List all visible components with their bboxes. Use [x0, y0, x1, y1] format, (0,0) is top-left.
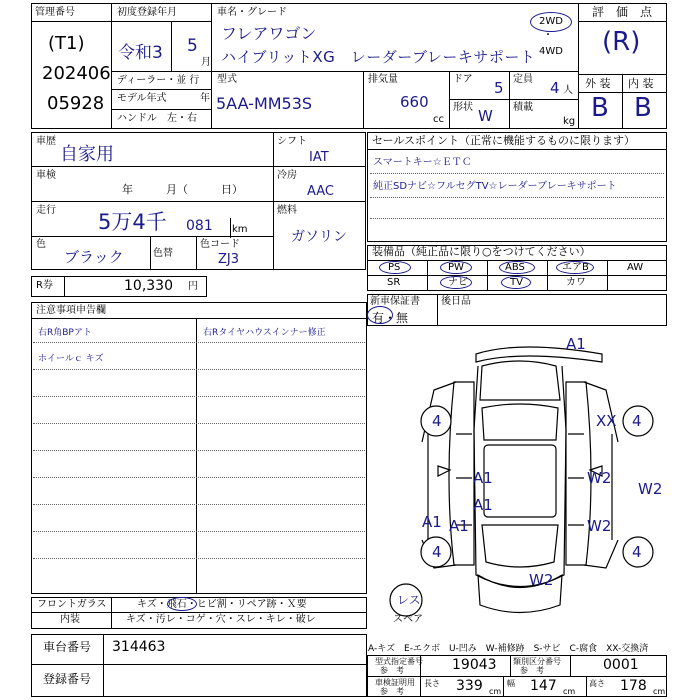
- color-code-label: 色コード: [200, 239, 240, 250]
- color-label: 色: [36, 239, 46, 250]
- car-name-line1: フレアワゴン: [221, 24, 317, 43]
- width-unit: cm: [563, 687, 576, 696]
- damage-mark: A1: [449, 517, 469, 535]
- interior-row-label: 内装: [60, 614, 80, 625]
- warranty-label: 新車保証書: [370, 296, 420, 307]
- shape-label: 形状: [453, 102, 473, 113]
- acc-pw: PW: [448, 262, 464, 273]
- type-designation-label: 型式指定番号: [375, 657, 423, 666]
- class-label: 類別区分番号: [513, 657, 561, 666]
- recycle-section: [31, 276, 207, 297]
- roof: [484, 445, 556, 517]
- mileage-value: 5万4千: [98, 210, 167, 234]
- exterior-label: 外 装: [585, 77, 611, 90]
- damage-mark: A1: [473, 469, 493, 487]
- chassis-value: 314463: [112, 639, 166, 655]
- dealer-label: ディーラー・並 行: [117, 75, 200, 86]
- notes-right-1: 右Rタイヤハウスインナー修正: [203, 328, 326, 338]
- acc-navi: ナビ: [448, 277, 468, 288]
- model-year-unit: 年: [200, 93, 210, 104]
- width-value: 147: [530, 678, 557, 694]
- history-value: 自家用: [60, 144, 114, 165]
- chassis-label: 車台番号: [43, 640, 92, 654]
- reg-label: 登録番号: [43, 672, 92, 686]
- damage-mark: XX: [596, 412, 617, 430]
- after-label: 後日品: [441, 296, 471, 307]
- sales-line1: スマートキー☆ＥＴＣ: [373, 157, 472, 168]
- warranty-value: 有・無: [372, 311, 409, 325]
- mgmt-t-code: (T1): [48, 33, 85, 54]
- color-change-label: 色替: [153, 248, 173, 259]
- class-ref: 参 考: [520, 666, 544, 675]
- length-label: 長さ: [424, 679, 440, 688]
- damage-mark: W2: [587, 517, 612, 535]
- ac-value: AAC: [307, 184, 334, 199]
- interior-row-value: キズ・汚レ・コゲ・穴・スレ・キレ・破レ: [126, 614, 316, 625]
- shaken-value: 年 月（ 日）: [122, 183, 243, 196]
- acc-leather: カワ: [566, 277, 586, 288]
- door-value: 5: [494, 79, 504, 97]
- shift-label: シフト: [277, 136, 307, 147]
- interior-label: 内 装: [628, 77, 654, 90]
- type-label: 型式: [217, 74, 237, 85]
- spare-label: スペア: [393, 614, 423, 625]
- cert-label: 車検証明用: [375, 678, 415, 687]
- sales-title: セールスポイント（正常に機能するものに限ります）: [372, 134, 636, 147]
- acc-pw-circle: [440, 261, 472, 274]
- displacement-unit: cc: [433, 114, 444, 125]
- score-label: 評 価 点: [592, 5, 653, 19]
- sales-line2: 純正SDナビ☆フルセグTV☆レーダーブレーキサポート: [373, 181, 617, 192]
- notes-left-2: ホイールｃ キズ: [38, 354, 104, 364]
- load-label: 積載: [513, 102, 533, 113]
- car-name-label: 車名・グレード: [217, 7, 287, 18]
- class-value: 0001: [603, 657, 639, 673]
- ac-label: 冷房: [277, 170, 297, 181]
- acc-ps: PS: [388, 262, 401, 273]
- length-value: 339: [456, 678, 483, 694]
- acc-sr: SR: [387, 277, 401, 288]
- type-value: 5AA-MM53S: [216, 94, 313, 113]
- mileage-sub: 081: [186, 218, 213, 234]
- shape-value: W: [478, 107, 493, 125]
- acc-abs: ABS: [505, 262, 525, 273]
- cert-ref: 参 考: [380, 687, 404, 696]
- notes-title: 注意事項申告欄: [36, 305, 106, 316]
- damage-mark: 4: [632, 543, 642, 561]
- color-value: ブラック: [64, 248, 124, 266]
- first-reg-month: 5: [187, 36, 198, 56]
- damage-mark: W2: [638, 480, 663, 498]
- history-label: 車歴: [36, 136, 56, 147]
- car-name-line2: ハイブリットXG レーダーブレーキサポート: [221, 48, 536, 66]
- fuel-label: 燃料: [277, 205, 297, 216]
- color-code-value: ZJ3: [218, 252, 240, 267]
- rear-glass: [480, 361, 560, 400]
- width-label: 幅: [507, 679, 515, 688]
- displacement-label: 排気量: [368, 74, 398, 85]
- chip-circle: [167, 597, 197, 611]
- damage-mark: 4: [432, 412, 442, 430]
- first-reg-era: 令和3: [118, 43, 163, 63]
- type-designation-ref: 参 考: [380, 666, 404, 675]
- capacity-label: 定員: [513, 74, 533, 85]
- damage-legend: A-キズ E-エクボ U-凹み W-補修跡 S-サビ C-腐食 XX-交換済: [368, 644, 649, 654]
- model-year-label: モデル年式: [117, 93, 167, 104]
- windshield: [482, 525, 558, 567]
- first-reg-month-unit: 月: [201, 57, 211, 68]
- damage-mark: 4: [432, 543, 442, 561]
- drive-dot: ・: [543, 30, 553, 41]
- capacity-unit: 人: [563, 85, 573, 96]
- shift-value: IAT: [309, 150, 329, 165]
- damage-mark: A1: [422, 513, 442, 531]
- recycle-unit: 円: [188, 281, 198, 292]
- left-side: [449, 382, 474, 565]
- acc-abs-circle: [499, 261, 535, 274]
- mileage-unit: km: [232, 224, 248, 235]
- capacity-value: 4: [550, 79, 560, 97]
- acc-navi-circle: [440, 276, 472, 289]
- recycle-value: 10,330: [124, 278, 173, 294]
- height-value: 178: [620, 678, 647, 694]
- door-label: ドア: [453, 74, 473, 85]
- score-value: (R): [602, 27, 641, 57]
- displacement-value: 660: [400, 93, 429, 111]
- acc-airbag-circle: [556, 261, 594, 274]
- damage-mark: A1: [566, 335, 586, 353]
- car-diagram: [370, 330, 670, 630]
- accessories-title: 装備品（純正品に限り○をつけてください）: [372, 245, 591, 258]
- front-glass-label: フロントガラス: [37, 599, 107, 610]
- recycle-label: R券: [36, 280, 53, 291]
- acc-tv: TV: [510, 277, 523, 288]
- mgmt-number-label: 管理番号: [35, 7, 75, 18]
- rear-window: [482, 404, 558, 440]
- front-glass-value: キズ・飛石・ヒビ割・リペア跡・Ｘ要: [137, 599, 307, 610]
- exterior-value: B: [591, 93, 609, 123]
- load-unit: kg: [563, 116, 576, 127]
- acc-airbag: エアB: [562, 262, 589, 273]
- mileage-label: 走行: [36, 205, 56, 216]
- handle-label: ハンドル 左・右: [117, 113, 197, 124]
- damage-mark: W2: [529, 571, 554, 589]
- shaken-label: 車検: [36, 170, 56, 181]
- interior-value: B: [634, 93, 652, 123]
- height-label: 高さ: [589, 679, 605, 688]
- drive-4wd: 4WD: [539, 46, 563, 57]
- fuel-value: ガソリン: [291, 229, 347, 245]
- acc-aw: AW: [627, 262, 644, 273]
- type-designation-value: 19043: [452, 657, 497, 673]
- acc-ps-circle: [379, 261, 411, 274]
- mgmt-number-1: 202406: [42, 63, 111, 84]
- notes-section: [31, 302, 367, 594]
- height-unit: cm: [653, 687, 666, 696]
- first-reg-label: 初度登録年月: [117, 7, 177, 18]
- damage-mark: A1: [473, 496, 493, 514]
- drive-2wd: 2WD: [539, 16, 563, 27]
- notes-left-1: 右R角BPアト: [38, 328, 92, 338]
- damage-mark: W2: [587, 469, 612, 487]
- length-unit: cm: [489, 687, 502, 696]
- damage-mark: 4: [632, 412, 642, 430]
- mgmt-number-2: 05928: [47, 93, 105, 114]
- spare-mark: レス: [397, 593, 421, 607]
- acc-tv-circle: [501, 276, 531, 289]
- warranty-yes-circle: [367, 306, 393, 324]
